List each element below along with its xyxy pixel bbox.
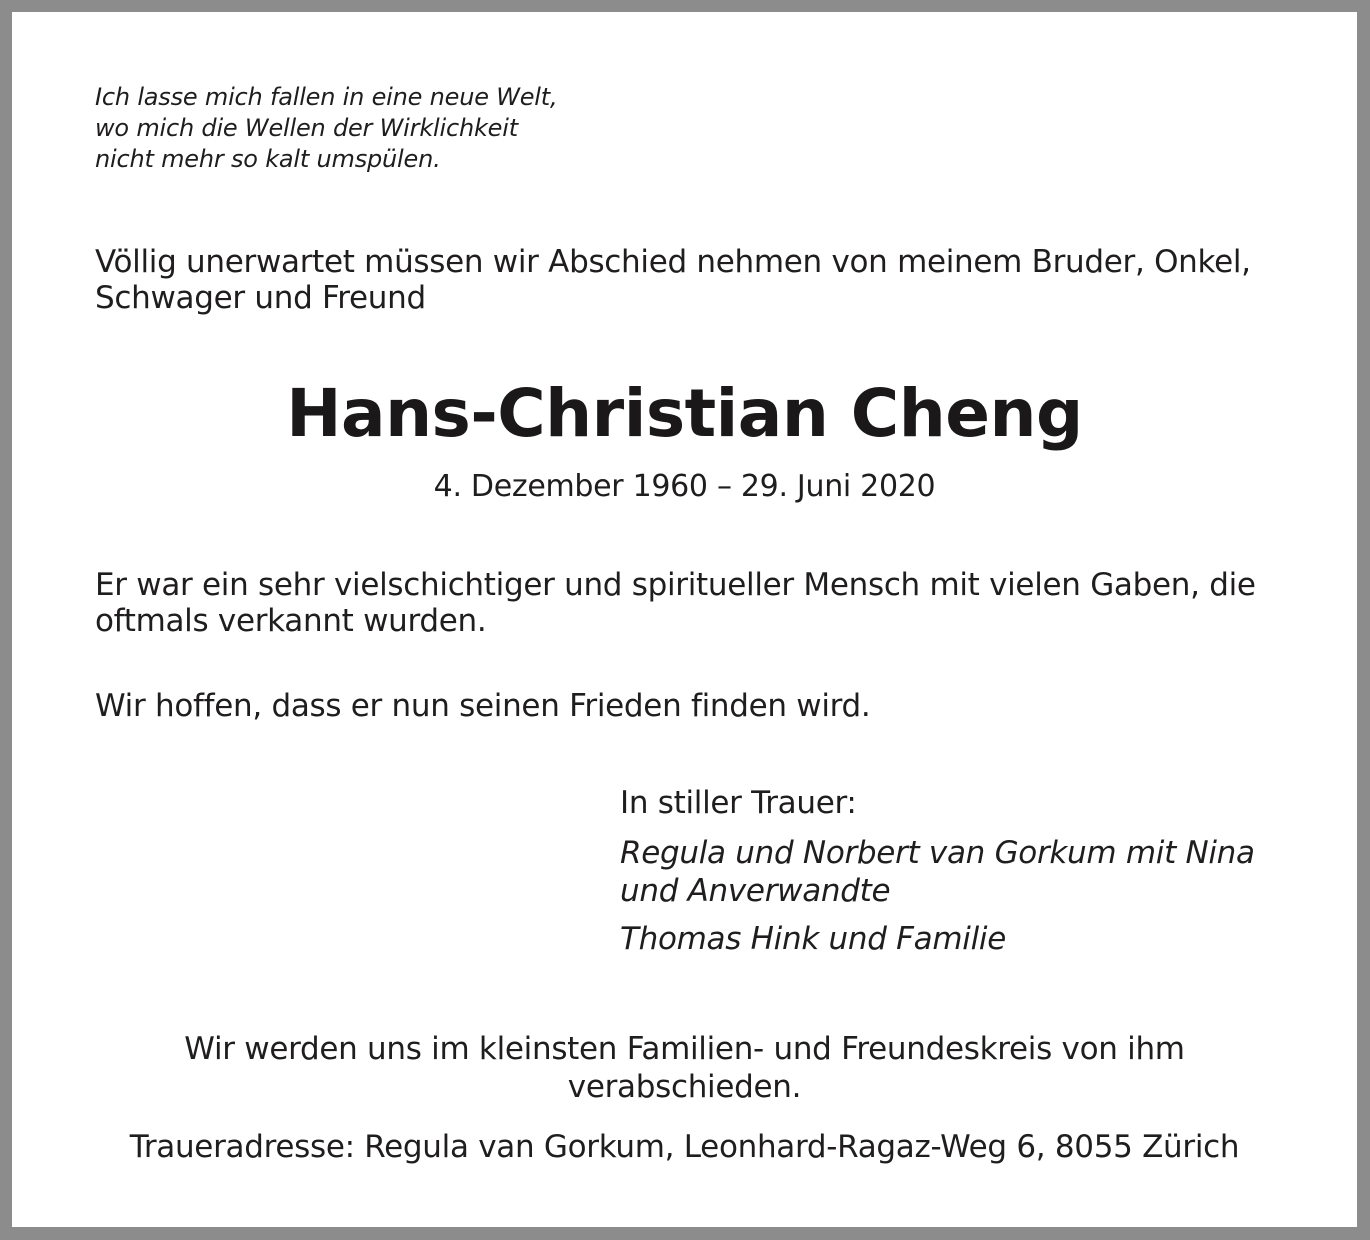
obituary-notice — [12, 12, 1357, 1227]
hope-text: Wir hoffen, dass er nun seinen Frieden finden wird. — [95, 688, 871, 724]
poem-quote — [95, 82, 557, 175]
description-line: Er war ein sehr vielschichtiger und spiritueller Mensch mit vielen Gaben, die — [95, 567, 1256, 603]
mourner-line: und Anverwandte — [620, 873, 891, 909]
poem-line: nicht mehr so kalt umspülen. — [95, 145, 441, 173]
mourner-entry — [620, 834, 1255, 910]
farewell-text — [12, 1030, 1357, 1106]
deceased-name: Hans-Christian Cheng — [286, 375, 1083, 452]
intro-line: Schwager und Freund — [95, 280, 426, 316]
mourners-list — [620, 834, 1255, 968]
intro-text — [95, 244, 1251, 316]
mourning-address: Traueradresse: Regula van Gorkum, Leonhard-Ragaz-Weg 6, 8055 Zürich — [129, 1129, 1240, 1165]
mourner-line: Thomas Hink und Familie — [620, 921, 1006, 957]
description-text — [95, 567, 1256, 639]
mourner-line: Regula und Norbert van Gorkum mit Nina — [620, 835, 1255, 871]
poem-line: Ich lasse mich fallen in eine neue Welt, — [95, 83, 558, 111]
farewell-line: verabschieden. — [567, 1069, 802, 1105]
description-line: oftmals verkannt wurden. — [95, 603, 487, 639]
poem-line: wo mich die Wellen der Wirklichkeit — [95, 114, 518, 142]
mourner-entry — [620, 920, 1255, 958]
mourning-label: In stiller Trauer: — [620, 785, 857, 821]
life-dates: 4. Dezember 1960 – 29. Juni 2020 — [433, 469, 936, 504]
intro-line: Völlig unerwartet müssen wir Abschied nehmen von meinem Bruder, Onkel, — [95, 244, 1251, 280]
farewell-line: Wir werden uns im kleinsten Familien- und Freundeskreis von ihm — [184, 1031, 1185, 1067]
